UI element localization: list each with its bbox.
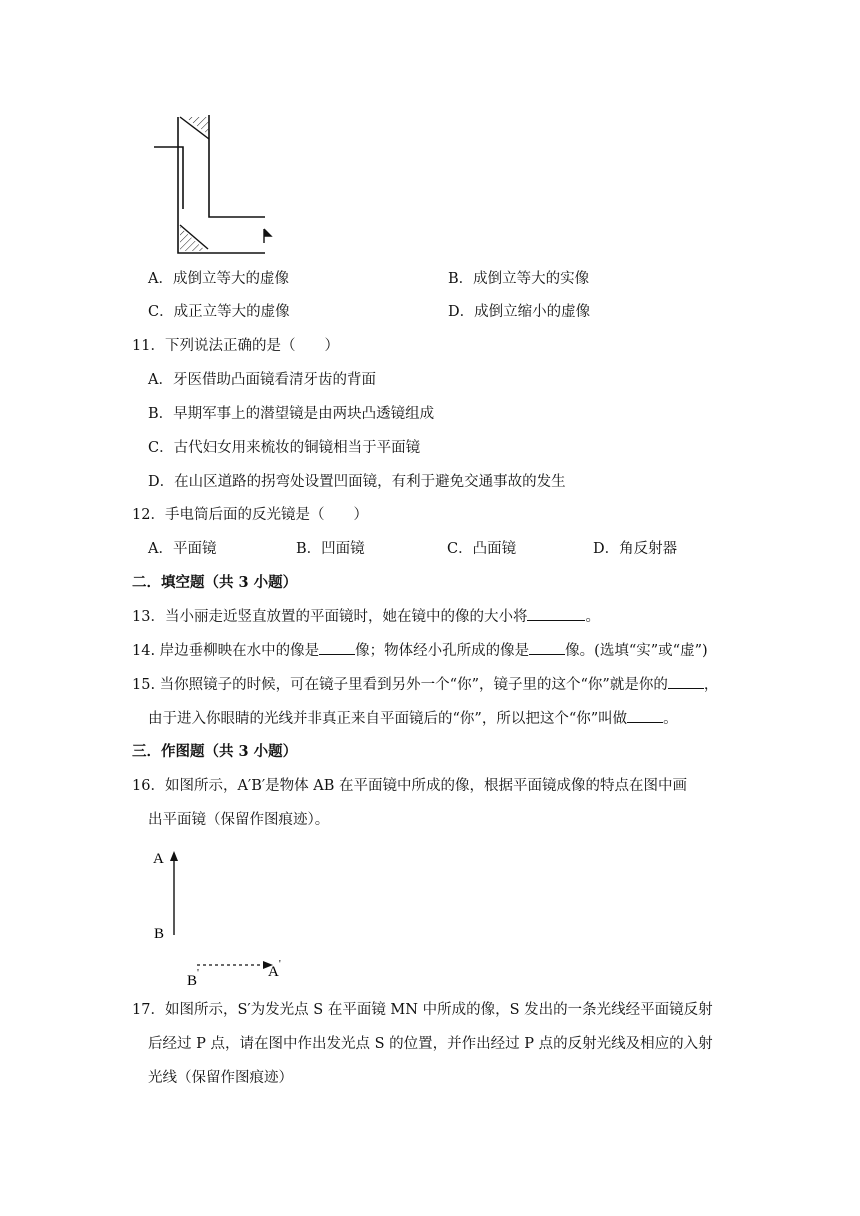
q16-line2: 出平面镜（保留作图痕迹）。 [148, 812, 330, 828]
q11-option-c: C．古代妇女用来梳妆的铜镜相当于平面镜 [148, 440, 421, 456]
q14-part2: 像；物体经小孔所成的像是 [355, 643, 530, 659]
q13 [132, 606, 600, 627]
q12-option-d: D．角反射器 [593, 541, 678, 557]
q15-end1: ， [703, 677, 719, 693]
label-a: A [153, 851, 164, 867]
q10-option-b: B．成倒立等大的实像 [448, 271, 590, 287]
q11-stem: 11．下列说法正确的是（ ） [132, 338, 339, 354]
q14 [132, 640, 708, 661]
q14-part1: 14. 岸边垂柳映在水中的像是 [132, 643, 320, 659]
q11-option-a: A．牙医借助凸面镜看清牙齿的背面 [148, 372, 376, 388]
q12-option-c: C．凸面镜 [447, 541, 517, 557]
q12-stem: 12．手电筒后面的反光镜是（ ） [132, 507, 368, 523]
q13-text: 13．当小丽走近竖直放置的平面镜时，她在镜中的像的大小将 [132, 609, 528, 625]
q10-option-a: A．成倒立等大的虚像 [148, 271, 289, 287]
label-a-prime: A' [268, 958, 281, 980]
q16-figure [145, 843, 305, 988]
q15-text1: 15. 当你照镜子的时候，可在镜子里看到另外一个“你”，镜子里的这个“你”就是你的 [132, 677, 668, 693]
q15-answer-blank-1[interactable] [668, 674, 704, 689]
q16-line1: 16．如图所示，A′B′是物体 AB 在平面镜中所成的像，根据平面镜成像的特点在图中画 [132, 778, 688, 794]
q10-option-c: C．成正立等大的虚像 [148, 304, 290, 320]
label-b-prime: B' [187, 967, 199, 988]
arrow-object-icon [264, 229, 271, 243]
q14-part3: 像。(选填“实”或“虚”) [565, 643, 708, 659]
object-ab-arrowhead [170, 851, 178, 861]
q13-answer-blank[interactable] [527, 606, 585, 621]
section-drawing: 三．作图题（共 3 小题） [132, 743, 298, 760]
q15-end2: 。 [663, 711, 678, 727]
q15-text2: 由于进入你眼睛的光线并非真正来自平面镜后的“你”，所以把这个“你”叫做 [148, 711, 628, 727]
q14-answer-blank-2[interactable] [529, 640, 565, 655]
q15-line2 [148, 708, 678, 729]
q15-line1 [132, 674, 718, 695]
section-fill-in: 二．填空题（共 3 小题） [132, 574, 298, 591]
q17-line2: 后经过 P 点，请在图中作出发光点 S 的位置，并作出经过 P 点的反射光线及相应的入射 [148, 1036, 713, 1052]
periscope-figure [140, 105, 290, 255]
label-b: B [154, 926, 165, 942]
q17-line3: 光线（保留作图痕迹） [148, 1070, 293, 1086]
q13-end: 。 [585, 609, 600, 625]
q15-answer-blank-2[interactable] [627, 708, 663, 723]
q14-answer-blank-1[interactable] [319, 640, 355, 655]
q11-option-d: D．在山区道路的拐弯处设置凹面镜，有利于避免交通事故的发生 [148, 474, 566, 490]
q10-option-d: D．成倒立缩小的虚像 [448, 304, 591, 320]
q12-option-a: A．平面镜 [148, 541, 217, 557]
q11-option-b: B．早期军事上的潜望镜是由两块凸透镜组成 [148, 406, 435, 422]
q17-line1: 17．如图所示，S′为发光点 S 在平面镜 MN 中所成的像，S 发出的一条光线经平面镜反射 [132, 1002, 713, 1018]
q12-option-b: B．凹面镜 [296, 541, 365, 557]
